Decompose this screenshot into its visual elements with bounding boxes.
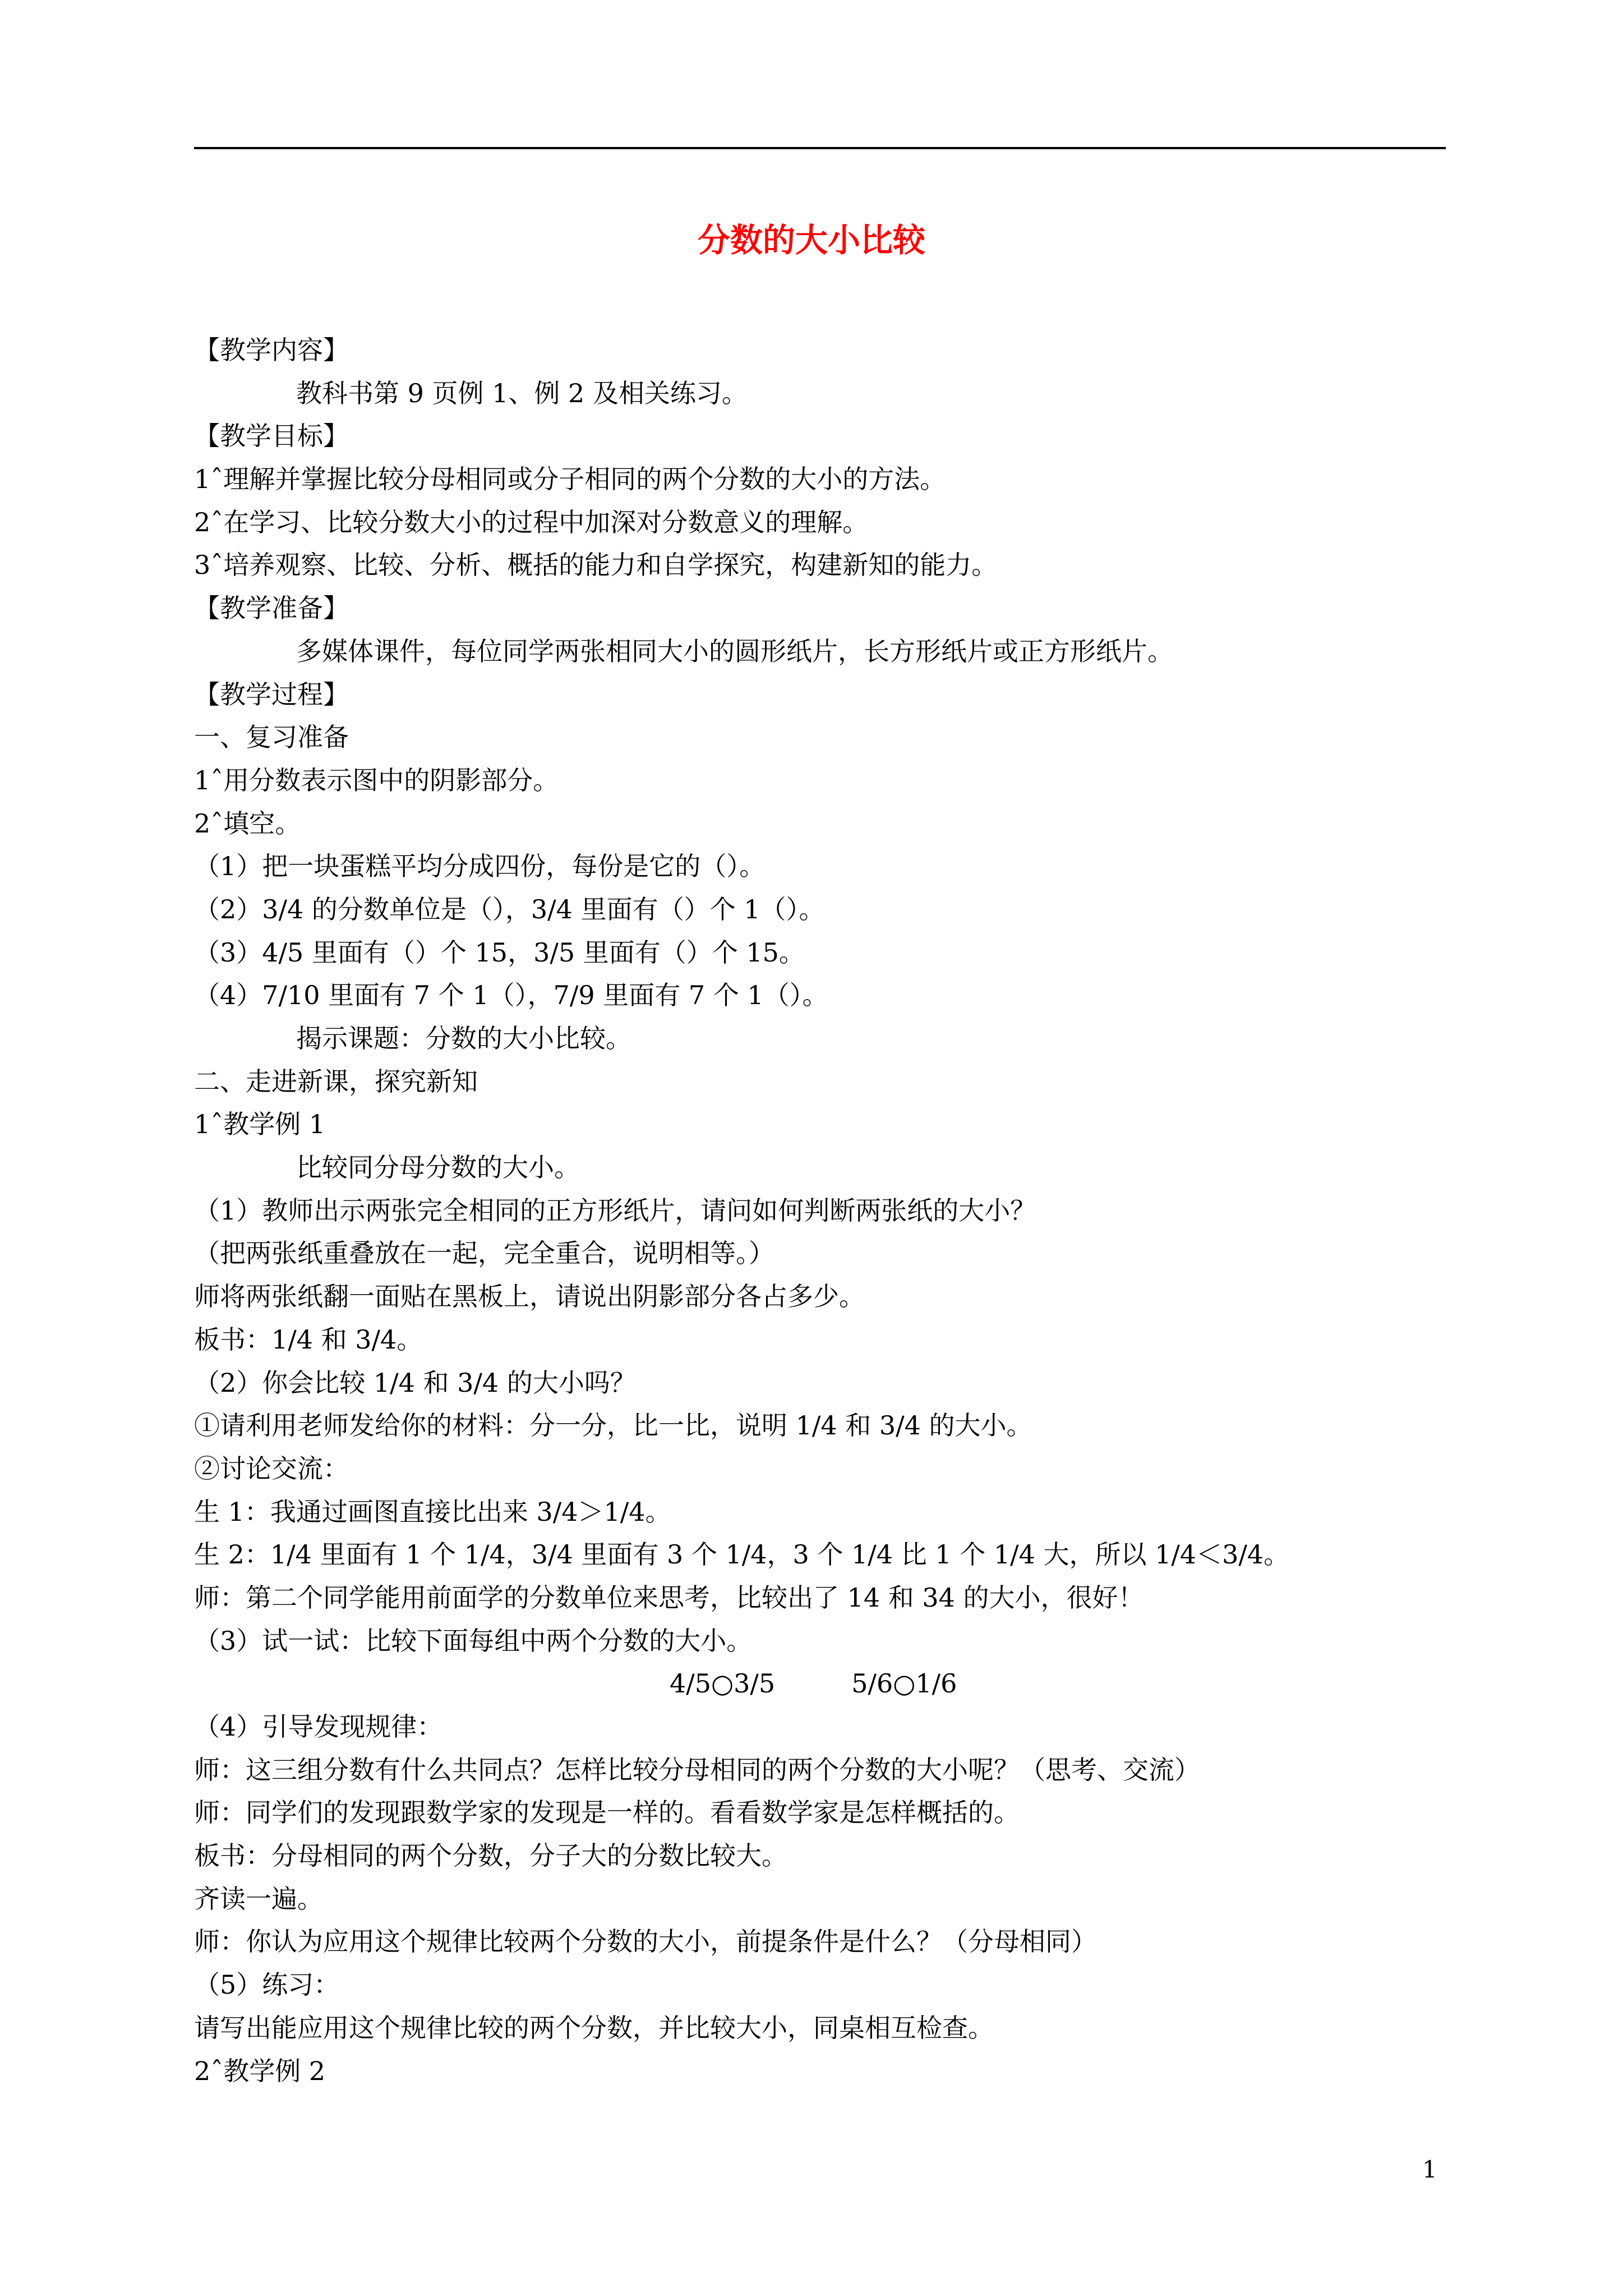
paragraph-line: （4）引导发现规律： <box>194 1711 443 1742</box>
paragraph-line: 师：第二个同学能用前面学的分数单位来思考，比较出了 14 和 34 的大小，很好！ <box>194 1582 1144 1613</box>
document-title: 分数的大小比较 <box>697 221 925 259</box>
paragraph-line: ②讨论交流： <box>194 1453 349 1484</box>
paragraph-line: 生 2：1/4 里面有 1 个 1/4，3/4 里面有 3 个 1/4，3 个 1/4 比 1 个 1/4 大，所以 1/4＜3/4。 <box>194 1539 1290 1570</box>
paragraph-line: （把两张纸重叠放在一起，完全重合，说明相等。） <box>194 1238 774 1269</box>
comparison-pair: 4/5○3/5 <box>670 1668 776 1699</box>
section-heading-objectives: 【教学目标】 <box>194 421 349 452</box>
paragraph-line: 师：同学们的发现跟数学家的发现是一样的。看看数学家是怎样概括的。 <box>194 1797 1020 1828</box>
section-heading-preparation: 【教学准备】 <box>194 593 349 624</box>
paragraph-line: 齐读一遍。 <box>194 1883 323 1914</box>
paragraph-line: 揭示课题：分数的大小比较。 <box>296 1023 631 1053</box>
paragraph-line: 板书：分母相同的两个分数，分子大的分数比较大。 <box>194 1841 787 1871</box>
objective-item: 3ˆ培养观察、比较、分析、概括的能力和自学探究，构建新知的能力。 <box>194 550 998 581</box>
paragraph-line: 请写出能应用这个规律比较的两个分数，并比较大小，同桌相互检查。 <box>194 2012 994 2043</box>
paragraph-line: 教科书第 9 页例 1、例 2 及相关练习。 <box>296 378 748 408</box>
paragraph-line: （3）试一试：比较下面每组中两个分数的大小。 <box>194 1625 753 1656</box>
list-item: 1ˆ教学例 1 <box>194 1109 326 1140</box>
page-number: 1 <box>1422 2156 1437 2183</box>
paragraph-line: （5）练习： <box>194 1970 340 2000</box>
paragraph-line: 多媒体课件，每位同学两张相同大小的圆形纸片，长方形纸片或正方形纸片。 <box>296 636 1173 666</box>
exercise-item: （3）4/5 里面有（）个 15，3/5 里面有（）个 15。 <box>194 937 805 968</box>
paragraph-line: 生 1：我通过画图直接比出来 3/4＞1/4。 <box>194 1496 671 1527</box>
subsection-heading: 二、走进新课，探究新知 <box>194 1066 478 1097</box>
objective-item: 1ˆ理解并掌握比较分母相同或分子相同的两个分数的大小的方法。 <box>194 464 946 495</box>
paragraph-line: ①请利用老师发给你的材料：分一分，比一比，说明 1/4 和 3/4 的大小。 <box>194 1410 1032 1441</box>
list-item: 1ˆ用分数表示图中的阴影部分。 <box>194 765 559 795</box>
exercise-item: （1）把一块蛋糕平均分成四份，每份是它的（）。 <box>194 851 766 882</box>
paragraph-line: 师：你认为应用这个规律比较两个分数的大小，前提条件是什么？（分母相同） <box>194 1926 1097 1957</box>
subsection-heading: 一、复习准备 <box>194 722 349 753</box>
section-heading-content: 【教学内容】 <box>194 335 349 365</box>
paragraph-line: （2）你会比较 1/4 和 3/4 的大小吗？ <box>194 1367 636 1398</box>
document-body <box>194 329 1450 2092</box>
paragraph-line: 板书：1/4 和 3/4。 <box>194 1324 423 1355</box>
objective-item: 2ˆ在学习、比较分数大小的过程中加深对分数意义的理解。 <box>194 507 869 537</box>
paragraph-line: （1）教师出示两张完全相同的正方形纸片，请问如何判断两张纸的大小？ <box>194 1195 1036 1226</box>
paragraph-line: 比较同分母分数的大小。 <box>296 1152 580 1183</box>
exercise-item: （2）3/4 的分数单位是（），3/4 里面有（）个 1（）。 <box>194 894 825 924</box>
section-heading-process: 【教学过程】 <box>194 679 349 710</box>
comparison-pair: 5/6○1/6 <box>851 1668 957 1699</box>
header-rule <box>194 147 1446 149</box>
list-item: 2ˆ教学例 2 <box>194 2055 326 2086</box>
paragraph-line: 师：这三组分数有什么共同点？怎样比较分母相同的两个分数的大小呢？（思考、交流） <box>194 1754 1200 1785</box>
paragraph-line: 师将两张纸翻一面贴在黑板上，请说出阴影部分各占多少。 <box>194 1281 865 1312</box>
comparison-exercise <box>194 1662 1450 1705</box>
list-item: 2ˆ填空。 <box>194 808 301 839</box>
exercise-item: （4）7/10 里面有 7 个 1（），7/9 里面有 7 个 1（）。 <box>194 980 828 1011</box>
